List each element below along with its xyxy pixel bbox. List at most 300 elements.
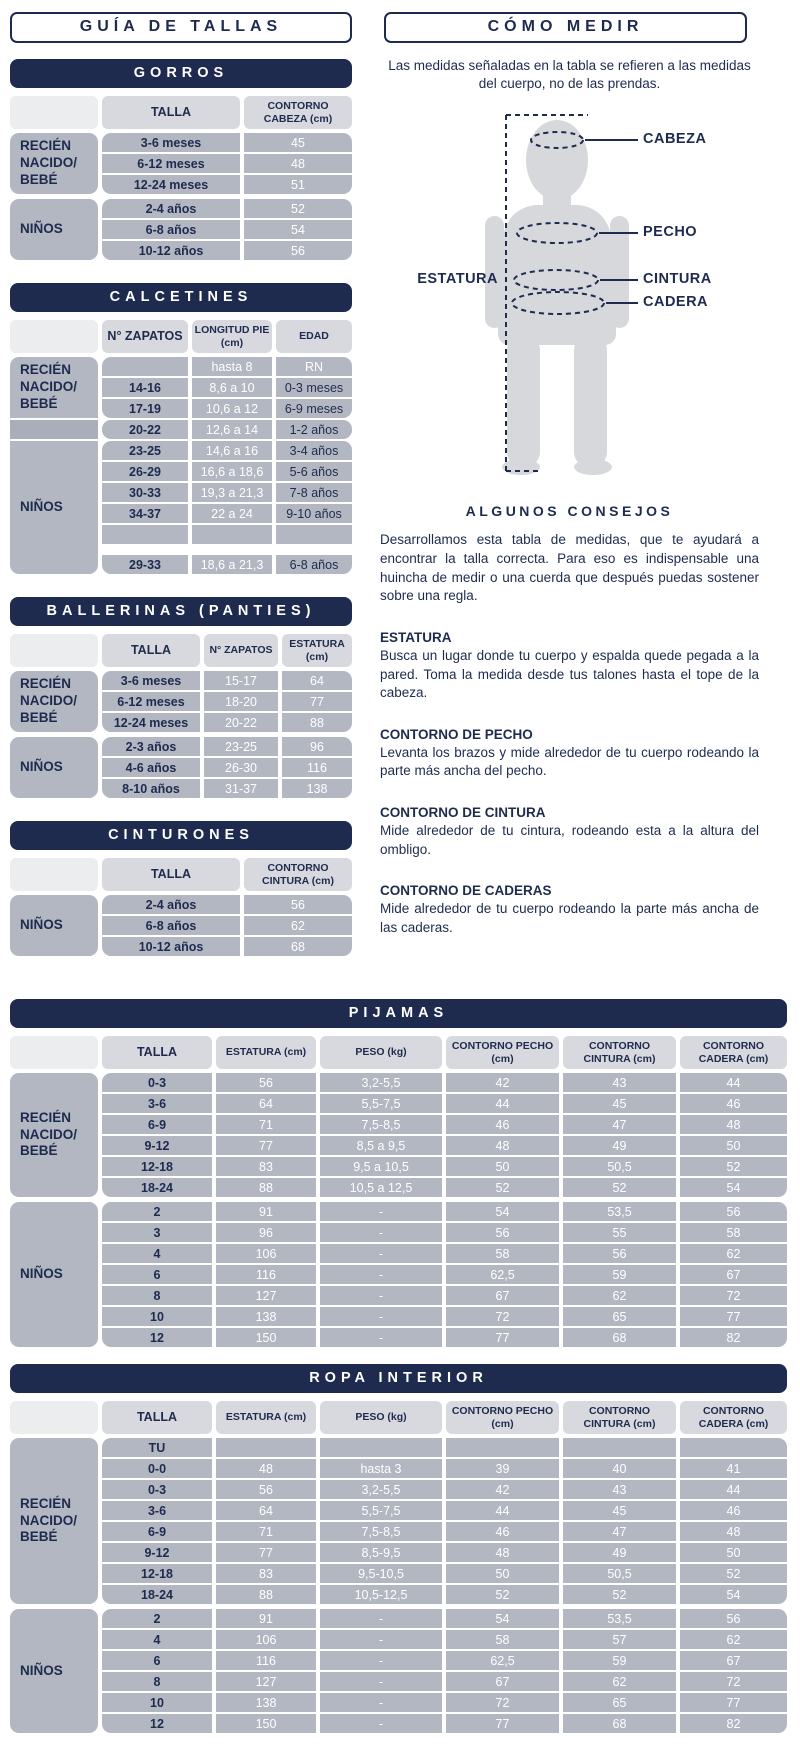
table-row [102, 1459, 787, 1478]
corner-cell [10, 1401, 98, 1434]
table-cell: 67 [446, 1286, 559, 1305]
table-cell: 44 [446, 1501, 559, 1520]
table-row [102, 1115, 787, 1134]
table-row [102, 199, 352, 218]
table-row [102, 399, 352, 418]
table-cell: 77 [216, 1136, 316, 1155]
table-cell: 44 [680, 1073, 787, 1092]
table-cell: 44 [680, 1480, 787, 1499]
row-block [102, 199, 352, 260]
column-header-row [10, 320, 352, 353]
table-cell: - [320, 1651, 442, 1670]
table-cell: 54 [680, 1585, 787, 1604]
table-cell: 48 [446, 1543, 559, 1562]
table-cell: 77 [680, 1307, 787, 1326]
table-cell: 45 [563, 1501, 676, 1520]
corner-cell [10, 320, 98, 353]
diagram-label-cadera: CADERA [643, 294, 709, 311]
column-header-row [10, 1036, 787, 1069]
calcetines-section-header: CALCETINES [10, 283, 352, 312]
table-cell: 49 [563, 1136, 676, 1155]
table-cell: 2-4 años [102, 199, 240, 218]
table-row [102, 713, 352, 732]
table-cell: 16,6 a 18,6 [192, 462, 272, 481]
column-header: TALLA [102, 1401, 212, 1434]
table-cell: 0-3 [102, 1073, 212, 1092]
table-row [102, 420, 352, 439]
row-block [102, 895, 352, 956]
table-cell: 3-6 meses [102, 133, 240, 152]
table-row [102, 1609, 787, 1628]
table-row [102, 1480, 787, 1499]
table-cell: - [320, 1202, 442, 1221]
table-cell: 29-33 [102, 555, 188, 574]
table-cell: 8-10 años [102, 779, 200, 798]
ballerinas-section-header: BALLERINAS (PANTIES) [10, 597, 352, 626]
table-cell: 6-9 meses [276, 399, 352, 418]
corner-cell [10, 858, 98, 891]
table-cell [102, 525, 188, 544]
table-cell: 54 [244, 220, 352, 239]
table-cell: 91 [216, 1609, 316, 1628]
table-cell: 6-8 años [102, 220, 240, 239]
table-row [102, 175, 352, 194]
table-cell: 77 [282, 692, 352, 711]
row-group [10, 1073, 787, 1197]
table-cell: 17-19 [102, 399, 188, 418]
row-block [102, 737, 352, 798]
table-cell: 14,6 a 16 [192, 441, 272, 460]
tip-title: CONTORNO DE PECHO [380, 726, 533, 742]
table-cell: 54 [446, 1609, 559, 1628]
table-cell [446, 1438, 559, 1457]
column-header: PESO (kg) [320, 1036, 442, 1069]
table-row [102, 1585, 787, 1604]
row-group [10, 133, 352, 194]
table-cell: 65 [563, 1307, 676, 1326]
table-cell: 9-10 años [276, 504, 352, 523]
gorros-section-header: GORROS [10, 59, 352, 88]
pijamas-section-header: PIJAMAS [10, 999, 787, 1028]
table-cell: 43 [563, 1073, 676, 1092]
table-gorros [10, 59, 352, 260]
table-row [102, 916, 352, 935]
table-cell: 52 [680, 1564, 787, 1583]
table-cell: - [320, 1714, 442, 1733]
table-cell: 18,6 a 21,3 [192, 555, 272, 574]
column-header: CONTORNO PECHO (cm) [446, 1036, 559, 1069]
table-cell: 71 [216, 1522, 316, 1541]
row-group [10, 737, 352, 798]
table-cell: 77 [446, 1714, 559, 1733]
table-cell: 6 [102, 1265, 212, 1284]
column-header: TALLA [102, 1036, 212, 1069]
table-cell: 3,2-5,5 [320, 1480, 442, 1499]
table-cell: 50 [680, 1136, 787, 1155]
diagram-label-estatura: ESTATURA [417, 271, 498, 288]
consejos-paragraph: Desarrollamos esta tabla de medidas, que te ayudará a encontrar la talla correcta. Para eso es indispensable una huincha de medir o una cuerda que después puedas sostener sobre una regla. [380, 532, 759, 604]
table-cell: 5,5-7,5 [320, 1094, 442, 1113]
table-cell: 68 [563, 1714, 676, 1733]
table-cell: 4 [102, 1630, 212, 1649]
tip-title: CONTORNO DE CINTURA [380, 805, 546, 821]
tip-text: Levanta los brazos y mide alrededor de tu cuerpo rodeando la parte más ancha del pecho. [380, 744, 759, 779]
table-cell: hasta 3 [320, 1459, 442, 1478]
table-row [102, 1672, 787, 1691]
column-header: CONTORNO CABEZA (cm) [244, 96, 352, 129]
row-spacer [102, 546, 352, 553]
size-tables-column [10, 12, 352, 979]
table-cell: 96 [216, 1223, 316, 1242]
table-row [102, 1307, 787, 1326]
table-cell: 10 [102, 1693, 212, 1712]
table-cell: - [320, 1286, 442, 1305]
table-cell: 82 [680, 1328, 787, 1347]
table-cell: 52 [563, 1178, 676, 1197]
table-cell: 72 [446, 1693, 559, 1712]
table-cell [320, 1438, 442, 1457]
como-medir-column [378, 12, 789, 979]
table-cell: - [320, 1244, 442, 1263]
page-title-guia-de-tallas: GUÍA DE TALLAS [10, 12, 352, 43]
table-cell: 34-37 [102, 504, 188, 523]
table-cell: 41 [680, 1459, 787, 1478]
table-cell: 14-16 [102, 378, 188, 397]
table-cell: TU [102, 1438, 212, 1457]
column-header: CONTORNO CADERA (cm) [680, 1401, 787, 1434]
table-cell: 10-12 años [102, 241, 240, 260]
table-cell: 0-0 [102, 1459, 212, 1478]
table-cell: 138 [216, 1693, 316, 1712]
top-section [10, 12, 789, 979]
table-row [102, 895, 352, 914]
column-header: ESTATURA (cm) [216, 1401, 316, 1434]
table-cell: - [320, 1328, 442, 1347]
table-cell: 116 [216, 1265, 316, 1284]
table-cell: 12,6 a 14 [192, 420, 272, 439]
column-header: N° ZAPATOS [204, 634, 278, 667]
row-block [102, 441, 352, 574]
table-cell: 26-29 [102, 462, 188, 481]
consejos-heading: ALGUNOS CONSEJOS [465, 503, 674, 520]
row-group [10, 420, 352, 439]
table-cell: 54 [446, 1202, 559, 1221]
table-cell: - [320, 1307, 442, 1326]
cinturones-section-header: CINTURONES [10, 821, 352, 850]
column-header: CONTORNO CINTURA (cm) [563, 1401, 676, 1434]
tip-estatura [380, 630, 759, 703]
table-cell: 1-2 años [276, 420, 352, 439]
table-cell: 50,5 [563, 1157, 676, 1176]
row-group-label: NIÑOS [10, 895, 98, 956]
table-cell: 0-3 [102, 1480, 212, 1499]
table-cell: 5-6 años [276, 462, 352, 481]
row-group-label: NIÑOS [10, 441, 98, 574]
table-cell: 30-33 [102, 483, 188, 502]
table-cell: 42 [446, 1073, 559, 1092]
table-cell: 12-18 [102, 1564, 212, 1583]
table-cell: 47 [563, 1115, 676, 1134]
row-group-label: NIÑOS [10, 199, 98, 260]
table-row [102, 441, 352, 460]
table-row [102, 1286, 787, 1305]
table-cell: 18-24 [102, 1178, 212, 1197]
row-block [102, 420, 352, 439]
row-block [102, 133, 352, 194]
table-cell: 9-12 [102, 1136, 212, 1155]
table-cell: 64 [216, 1501, 316, 1520]
column-header: N° ZAPATOS [102, 320, 188, 353]
table-cell: 52 [563, 1585, 676, 1604]
column-header-row [10, 96, 352, 129]
table-cell: 48 [216, 1459, 316, 1478]
table-row [102, 1073, 787, 1092]
table-cell: 127 [216, 1672, 316, 1691]
column-header-row [10, 1401, 787, 1434]
table-row [102, 779, 352, 798]
column-header: TALLA [102, 634, 200, 667]
table-cell: 82 [680, 1714, 787, 1733]
table-row [102, 1178, 787, 1197]
row-group-label: NIÑOS [10, 737, 98, 798]
table-cell: 44 [446, 1094, 559, 1113]
table-cell [102, 357, 188, 376]
table-row [102, 1244, 787, 1263]
table-row [102, 1501, 787, 1520]
table-cell: 9,5-10,5 [320, 1564, 442, 1583]
table-cell: 12-24 meses [102, 713, 200, 732]
table-row [102, 1714, 787, 1733]
table-cell: 65 [563, 1693, 676, 1712]
table-cell: 67 [446, 1672, 559, 1691]
table-cell: 47 [563, 1522, 676, 1541]
table-cell: 43 [563, 1480, 676, 1499]
table-cell: 3-4 años [276, 441, 352, 460]
column-header: ESTATURA (cm) [282, 634, 352, 667]
table-cell: 39 [446, 1459, 559, 1478]
row-group [10, 895, 352, 956]
tip-text: Mide alrededor de tu cuerpo rodeando la parte más ancha de las caderas. [380, 901, 759, 935]
table-cell: 4-6 años [102, 758, 200, 777]
table-cell: 77 [680, 1693, 787, 1712]
table-row [102, 1202, 787, 1221]
table-cell: 10 [102, 1307, 212, 1326]
table-cell [276, 525, 352, 544]
table-cell: 88 [216, 1585, 316, 1604]
table-cell: 56 [446, 1223, 559, 1242]
table-cell: 6 [102, 1651, 212, 1670]
table-cell: 10,5-12,5 [320, 1585, 442, 1604]
table-cell: 8 [102, 1672, 212, 1691]
table-row [102, 1522, 787, 1541]
table-row [102, 1136, 787, 1155]
table-cell: 46 [680, 1501, 787, 1520]
table-cell: - [320, 1672, 442, 1691]
column-header: EDAD [276, 320, 352, 353]
table-cell: 62 [563, 1286, 676, 1305]
tip-title: ESTATURA [380, 629, 452, 645]
table-row [102, 758, 352, 777]
table-row [102, 483, 352, 502]
table-cell: 72 [446, 1307, 559, 1326]
table-cell: 62 [244, 916, 352, 935]
table-row [102, 378, 352, 397]
table-cell: 67 [680, 1651, 787, 1670]
row-group [10, 199, 352, 260]
table-cell: 52 [446, 1585, 559, 1604]
table-cell: 138 [282, 779, 352, 798]
column-header: PESO (kg) [320, 1401, 442, 1434]
table-cell: 10-12 años [102, 937, 240, 956]
table-cell: 18-20 [204, 692, 278, 711]
table-cell: 48 [680, 1522, 787, 1541]
table-cell: 22 a 24 [192, 504, 272, 523]
table-cell: 10,6 a 12 [192, 399, 272, 418]
tip-contorno-pecho [380, 727, 759, 781]
table-cell: 68 [244, 937, 352, 956]
row-group [10, 1438, 787, 1604]
table-row [102, 241, 352, 260]
table-cell: 8,5-9,5 [320, 1543, 442, 1562]
table-cell: 3-6 [102, 1501, 212, 1520]
table-cell: 48 [244, 154, 352, 173]
table-cell: - [320, 1630, 442, 1649]
table-cell: 68 [563, 1328, 676, 1347]
measuring-intro-text: Las medidas señaladas en la tabla se refieren a las medidas del cuerpo, no de las prendas. [388, 58, 751, 92]
body-measurement-diagram [380, 103, 748, 485]
column-header: TALLA [102, 96, 240, 129]
table-row [102, 1693, 787, 1712]
tip-text: Busca un lugar donde tu cuerpo y espalda quede pegada a la pared. Toma la medida desde tus talones hasta el tope de la cabeza. [380, 647, 759, 701]
table-cell: 4 [102, 1244, 212, 1263]
table-cell: 62 [563, 1672, 676, 1691]
table-cell: 6-9 [102, 1522, 212, 1541]
table-cell: 2-3 años [102, 737, 200, 756]
table-cell: 96 [282, 737, 352, 756]
table-cell [216, 1438, 316, 1457]
table-ropa-interior [10, 1364, 787, 1733]
diagram-label-cabeza: CABEZA [643, 131, 707, 148]
table-cell: 77 [446, 1328, 559, 1347]
table-cell: 15-17 [204, 671, 278, 690]
diagram-label-pecho: PECHO [643, 224, 698, 241]
corner-cell [10, 1036, 98, 1069]
column-header: LONGITUD PIE (cm) [192, 320, 272, 353]
table-cell: - [320, 1693, 442, 1712]
table-cell: 19,3 a 21,3 [192, 483, 272, 502]
table-cell: 56 [680, 1202, 787, 1221]
column-header-row [10, 858, 352, 891]
table-cell: 62 [680, 1630, 787, 1649]
section-title-como-medir: CÓMO MEDIR [384, 12, 747, 43]
table-cell: 52 [680, 1157, 787, 1176]
table-cell: 2 [102, 1609, 212, 1628]
table-cell: 64 [282, 671, 352, 690]
table-cell: 48 [680, 1115, 787, 1134]
table-cell: 0-3 meses [276, 378, 352, 397]
table-cell: 50 [680, 1543, 787, 1562]
tip-text: Mide alrededor de tu cintura, rodeando esta a la altura del ombligo. [380, 823, 759, 857]
table-cell: 3 [102, 1223, 212, 1242]
row-group-label: RECIÉN NACIDO/ BEBÉ [10, 357, 98, 418]
table-cell: 52 [446, 1178, 559, 1197]
row-group-label: RECIÉN NACIDO/ BEBÉ [10, 1073, 98, 1197]
column-header: CONTORNO PECHO (cm) [446, 1401, 559, 1434]
table-cell: 9-12 [102, 1543, 212, 1562]
table-cell: 64 [216, 1094, 316, 1113]
table-cell: 116 [216, 1651, 316, 1670]
table-cell: 56 [244, 241, 352, 260]
row-group-label: NIÑOS [10, 1609, 98, 1733]
table-cell: 3-6 [102, 1094, 212, 1113]
tip-contorno-cintura [380, 805, 759, 859]
table-cell: 71 [216, 1115, 316, 1134]
table-row [102, 357, 352, 376]
table-row [102, 1094, 787, 1113]
table-cell: 18-24 [102, 1585, 212, 1604]
table-cell: 46 [446, 1115, 559, 1134]
table-cell: 6-8 años [102, 916, 240, 935]
table-cell: 72 [680, 1286, 787, 1305]
table-cell: 46 [680, 1094, 787, 1113]
tip-contorno-caderas [380, 883, 759, 937]
table-row [102, 692, 352, 711]
table-cell: - [320, 1609, 442, 1628]
table-cell: 2 [102, 1202, 212, 1221]
table-cell: hasta 8 [192, 357, 272, 376]
column-header: CONTORNO CINTURA (cm) [244, 858, 352, 891]
table-row [102, 504, 352, 523]
ropa-section-header: ROPA INTERIOR [10, 1364, 787, 1393]
table-cell [680, 1438, 787, 1457]
table-cell: 20-22 [204, 713, 278, 732]
column-header: ESTATURA (cm) [216, 1036, 316, 1069]
table-row [102, 937, 352, 956]
table-calcetines [10, 283, 352, 574]
row-group [10, 1202, 787, 1347]
column-header: TALLA [102, 858, 240, 891]
table-row [102, 1564, 787, 1583]
table-cell: 12-18 [102, 1157, 212, 1176]
table-cell: 56 [563, 1244, 676, 1263]
table-cell: 150 [216, 1328, 316, 1347]
table-cell: 6-12 meses [102, 154, 240, 173]
table-row [102, 1328, 787, 1347]
table-row [102, 133, 352, 152]
table-cell: 50 [446, 1564, 559, 1583]
row-block [102, 1202, 787, 1347]
table-cell: 26-30 [204, 758, 278, 777]
row-block [102, 357, 352, 418]
table-cell: 67 [680, 1265, 787, 1284]
table-cell: 54 [680, 1178, 787, 1197]
table-cell: 6-9 [102, 1115, 212, 1134]
table-cell [192, 525, 272, 544]
table-cell: 51 [244, 175, 352, 194]
table-cell: 12 [102, 1328, 212, 1347]
table-cell: 56 [216, 1073, 316, 1092]
table-cell: 88 [216, 1178, 316, 1197]
table-cell: RN [276, 357, 352, 376]
tip-title: CONTORNO DE CADERAS [380, 883, 552, 899]
table-row [102, 462, 352, 481]
table-row [102, 1265, 787, 1284]
table-row [102, 1157, 787, 1176]
row-block [102, 671, 352, 732]
table-cell: 7-8 años [276, 483, 352, 502]
table-cell: 58 [446, 1630, 559, 1649]
table-cell: 46 [446, 1522, 559, 1541]
